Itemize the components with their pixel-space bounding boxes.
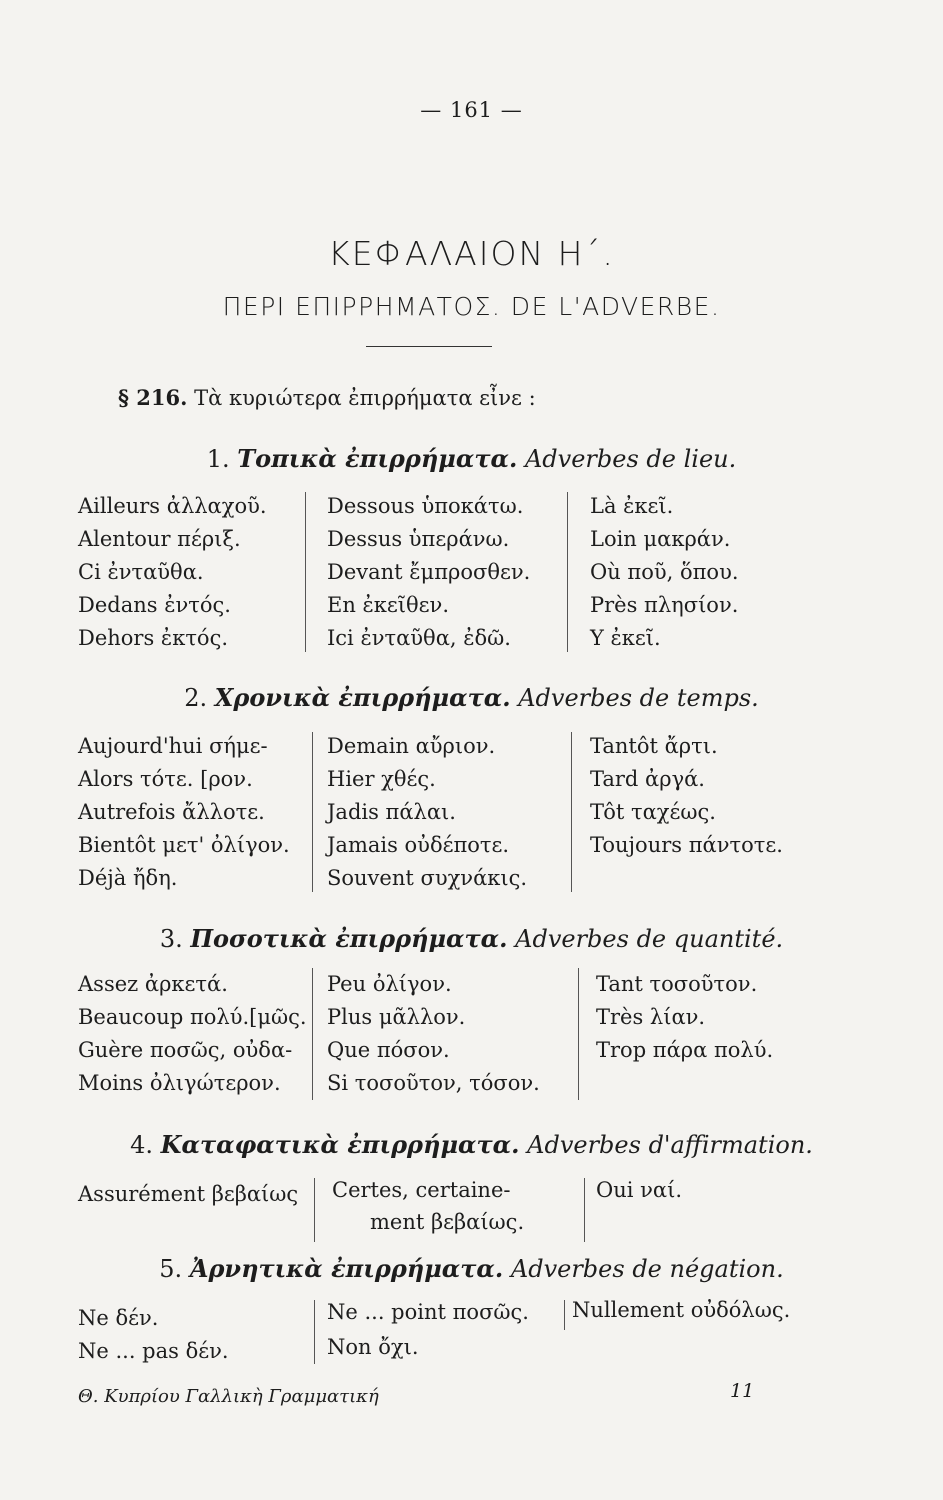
section-heading-affirmation: 4. Καταφατικὰ ἐπιρρήματα. Adverbes d'affirmation. bbox=[130, 1130, 813, 1159]
section-heading-negation: 5. Ἀρνητικὰ ἐπιρρήματα. Adverbes de négation. bbox=[159, 1254, 784, 1283]
adverb-entry: Où ποῦ, ὅπου. bbox=[590, 560, 739, 584]
adverb-entry: Près πλησίον. bbox=[590, 593, 739, 617]
adverb-entry: Jadis πάλαι. bbox=[327, 800, 456, 824]
adverb-entry: Plus μᾶλλον. bbox=[327, 1005, 466, 1029]
adverb-entry: Tant τοσοῦτον. bbox=[596, 972, 758, 996]
column-divider bbox=[564, 1300, 565, 1330]
adverb-entry: Si τοσοῦτον, τόσον. bbox=[327, 1071, 540, 1095]
adverb-entry: Ailleurs ἀλλαχοῦ. bbox=[78, 494, 267, 518]
footer-signature: Θ. Κυπρίου Γαλλικὴ Γραμματική bbox=[78, 1386, 379, 1407]
adverb-entry: Non ὄχι. bbox=[327, 1335, 419, 1359]
intro-text: Τὰ κυριώτερα ἐπιρρήματα εἶνε : bbox=[194, 386, 536, 410]
adverb-entry: Certes, certaine- bbox=[332, 1178, 511, 1202]
adverb-entry: Beaucoup πολύ.[μῶς. bbox=[78, 1005, 307, 1029]
adverb-entry: Tard ἀργά. bbox=[590, 767, 705, 791]
adverb-entry: Aujourd'hui σήμε- bbox=[78, 734, 268, 758]
adverb-entry: Demain αὔριον. bbox=[327, 734, 496, 758]
adverb-entry: Tôt ταχέως. bbox=[590, 800, 716, 824]
adverb-entry: Assurément βεβαίως bbox=[78, 1182, 299, 1206]
adverb-entry: Peu ὀλίγον. bbox=[327, 972, 452, 996]
adverb-entry: Tantôt ἄρτι. bbox=[590, 734, 718, 758]
chapter-title: ΚΕΦΑΛΑΙΟΝ Η΄. bbox=[328, 234, 615, 273]
column-divider bbox=[567, 492, 568, 652]
adverb-entry: Bientôt μετ' ὀλίγον. bbox=[78, 833, 290, 857]
adverb-entry: Hier χθές. bbox=[327, 767, 436, 791]
section-heading-lieu: 1. Τοπικὰ ἐπιρρήματα. Adverbes de lieu. bbox=[206, 444, 737, 473]
adverb-entry: Dessous ὑποκάτω. bbox=[327, 494, 524, 518]
adverb-entry: Devant ἔμπροσθεν. bbox=[327, 560, 531, 584]
adverb-entry: Oui ναί. bbox=[596, 1178, 682, 1202]
column-divider bbox=[305, 492, 306, 652]
adverb-entry: En ἐκεῖθεν. bbox=[327, 593, 450, 617]
adverb-entry: Y ἐκεῖ. bbox=[590, 626, 661, 650]
adverb-entry: Ci ἐνταῦθα. bbox=[78, 560, 204, 584]
adverb-entry: Alors τότε. [ρον. bbox=[78, 767, 253, 791]
adverb-entry: Assez ἀρκετά. bbox=[78, 972, 228, 996]
column-divider bbox=[314, 1178, 315, 1242]
adverb-entry: Guère ποσῶς, οὐδα- bbox=[78, 1038, 293, 1062]
title-divider bbox=[366, 346, 492, 347]
section-heading-temps: 2. Χρονικὰ ἐπιρρήματα. Adverbes de temps. bbox=[184, 683, 759, 712]
adverb-entry: Moins ὀλιγώτερον. bbox=[78, 1071, 281, 1095]
adverb-entry: Loin μακράν. bbox=[590, 527, 731, 551]
adverb-entry: Là ἐκεῖ. bbox=[590, 494, 674, 518]
page-number: — 161 — bbox=[420, 98, 523, 122]
column-divider bbox=[314, 1300, 315, 1364]
signature-number: 11 bbox=[730, 1380, 755, 1402]
adverb-entry: Ne ... pas δέν. bbox=[78, 1339, 229, 1363]
adverb-entry: Déjà ἤδη. bbox=[78, 866, 178, 890]
adverb-entry: Nullement οὐδόλως. bbox=[572, 1298, 791, 1322]
column-divider bbox=[584, 1178, 585, 1242]
column-divider bbox=[578, 968, 579, 1100]
adverb-entry: Que πόσον. bbox=[327, 1038, 450, 1062]
adverb-entry: Ne ... point ποσῶς. bbox=[327, 1300, 529, 1324]
adverb-entry: ment βεβαίως. bbox=[370, 1210, 525, 1234]
adverb-entry: Dehors ἐκτός. bbox=[78, 626, 229, 650]
adverb-entry: Ici ἐνταῦθα, ἐδῶ. bbox=[327, 626, 511, 650]
section-heading-quantite: 3. Ποσοτικὰ ἐπιρρήματα. Adverbes de quantité. bbox=[159, 924, 784, 953]
adverb-entry: Souvent συχνάκις. bbox=[327, 866, 528, 890]
adverb-entry: Jamais οὐδέποτε. bbox=[327, 833, 510, 857]
adverb-entry: Trop πάρα πολύ. bbox=[596, 1038, 774, 1062]
adverb-entry: Alentour πέριξ. bbox=[78, 527, 241, 551]
adverb-entry: Dedans ἐντός. bbox=[78, 593, 231, 617]
adverb-entry: Toujours πάντοτε. bbox=[590, 833, 783, 857]
adverb-entry: Autrefois ἄλλοτε. bbox=[78, 800, 265, 824]
column-divider bbox=[571, 732, 572, 892]
column-divider bbox=[312, 968, 313, 1100]
adverb-entry: Ne δέν. bbox=[78, 1306, 159, 1330]
chapter-subtitle: ΠΕΡΙ ΕΠΙΡΡΗΜΑΤΟΣ. DE L'ADVERBE. bbox=[222, 292, 721, 321]
adverb-entry: Dessus ὑπεράνω. bbox=[327, 527, 510, 551]
adverb-entry: Très λίαν. bbox=[596, 1005, 706, 1029]
section-mark: § 216. bbox=[118, 385, 188, 410]
column-divider bbox=[312, 732, 313, 892]
intro-line bbox=[118, 385, 536, 410]
